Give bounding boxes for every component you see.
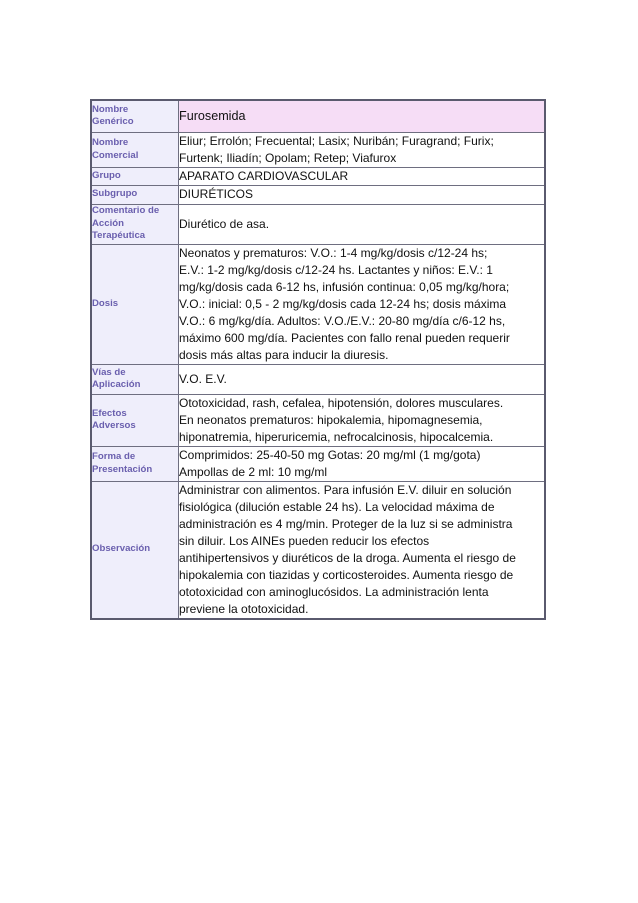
value-text: APARATO CARDIOVASCULAR — [179, 168, 349, 183]
value-text: Eliur; Errolón; Frecuental; Lasix; Nuribán; Furagrand; Furix; Furtenk; Iliadín; Opolam; Retep; Viafurox — [179, 133, 494, 165]
value-text: Diurético de asa. — [179, 216, 270, 231]
label-efectos — [91, 394, 179, 446]
row-nombre-comercial — [91, 132, 545, 167]
value-text: DIURÉTICOS — [179, 187, 254, 201]
value-nombre-generico — [179, 100, 546, 132]
value-text: V.O. E.V. — [179, 371, 227, 386]
drug-info-table — [90, 99, 546, 620]
label-text: Efectos Adversos — [92, 407, 136, 431]
label-subgrupo — [91, 185, 179, 204]
label-forma — [91, 446, 179, 481]
label-observacion — [91, 481, 179, 619]
label-text: Grupo — [92, 169, 121, 181]
label-text: Forma de Presentación — [92, 451, 153, 475]
label-grupo — [91, 167, 179, 185]
value-grupo — [179, 167, 546, 185]
value-text: Furosemida — [179, 108, 246, 123]
label-comentario — [91, 204, 179, 244]
value-efectos — [179, 394, 546, 446]
label-text: Comentario de Acción Terapéutica — [92, 205, 160, 242]
row-grupo — [91, 167, 545, 185]
row-dosis — [91, 244, 545, 364]
row-forma — [91, 446, 545, 481]
value-text: Ototoxicidad, rash, cefalea, hipotensión, dolores musculares. En neonatos prematuros: hipokalemia, hipomagnesemia, hiponatremia, hiperuricemia, nefrocalcinosis, hipocalcemia. — [179, 395, 504, 444]
value-comentario — [179, 204, 546, 244]
value-text: Neonatos y prematuros: V.O.: 1-4 mg/kg/dosis c/12-24 hs; E.V.: 1-2 mg/kg/dosis c/12-24 hs. Lactantes y niños: E.V.: 1 mg/kg/dosis cada 6-12 hs, infusión continua: 0,05 mg/kg/hora; V.O.: inicial: 0,5 - 2 mg/kg/dosis cada 12-24 hs; dosis máxima V.O.: 6 mg/kg/día. Adultos: V.O./E.V.: 20-80 mg/día c/6-12 hs, máximo 600 mg/día. Pacientes con fallo renal pueden requerir dosis más altas para inducir la diuresis. — [179, 245, 510, 362]
value-forma — [179, 446, 546, 481]
value-vias — [179, 364, 546, 394]
label-text: Nombre Comercial — [92, 137, 139, 161]
label-text: Subgrupo — [92, 188, 138, 200]
value-text: Comprimidos: 25-40-50 mg Gotas: 20 mg/ml (1 mg/gota) Ampollas de 2 ml: 10 mg/ml — [179, 447, 481, 479]
row-observacion — [91, 481, 545, 619]
row-efectos — [91, 394, 545, 446]
row-nombre-generico — [91, 100, 545, 132]
label-text: Nombre Genérico — [92, 103, 134, 128]
value-nombre-comercial — [179, 132, 546, 167]
row-subgrupo — [91, 185, 545, 204]
label-dosis — [91, 244, 179, 364]
label-text: Dosis — [92, 297, 119, 309]
value-observacion — [179, 481, 546, 619]
row-vias — [91, 364, 545, 394]
label-vias — [91, 364, 179, 394]
drug-info-sheet — [90, 99, 546, 620]
label-text: Observación — [92, 543, 151, 555]
value-subgrupo — [179, 185, 546, 204]
value-text: Administrar con alimentos. Para infusión E.V. diluir en solución fisiológica (dilución estable 24 hs). La velocidad máxima de administración es 4 mg/min. Proteger de la luz si se administra sin diluir. Los AINEs pueden reducir los efectos antihipertensivos y diuréticos de la droga. Aumenta el riesgo de hipokalemia con tiazidas y corticosteroides. Aumenta riesgo de ototoxicidad con aminoglucósidos. La administración lenta previene la ototoxicidad. — [179, 482, 516, 616]
value-dosis — [179, 244, 546, 364]
label-nombre-generico — [91, 100, 179, 132]
label-text: Vías de Aplicación — [92, 366, 141, 390]
label-nombre-comercial — [91, 132, 179, 167]
row-comentario — [91, 204, 545, 244]
